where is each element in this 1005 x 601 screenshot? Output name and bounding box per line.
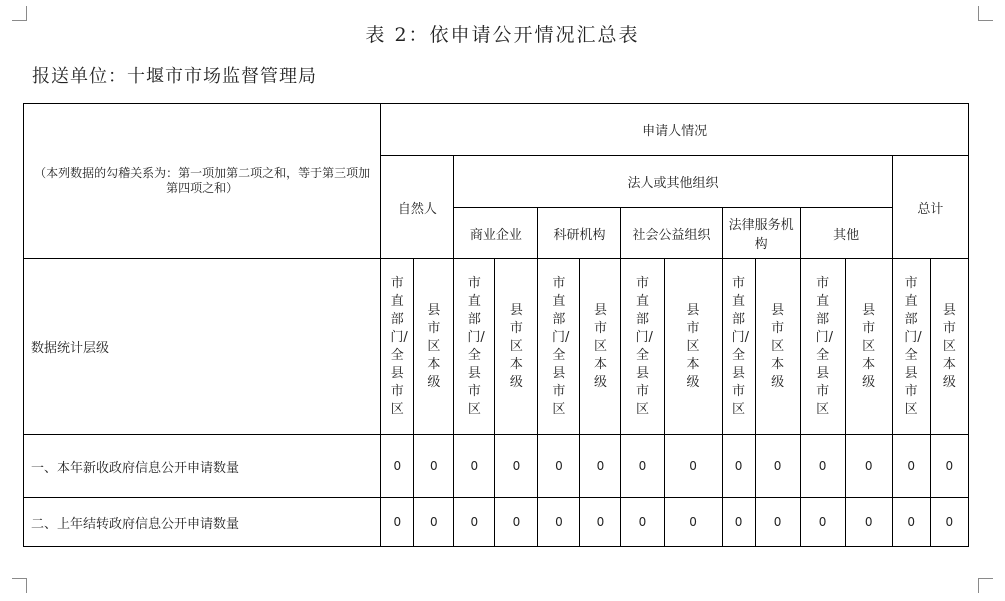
row-label: 二、上年结转政府信息公开申请数量 — [24, 498, 381, 547]
level-city-county-header: 市直部门/全县市区 — [454, 259, 495, 435]
count-cell: 0 — [621, 435, 664, 498]
level-county-own-header: 县市区本级 — [930, 259, 968, 435]
level-county-own-header: 县市区本级 — [495, 259, 538, 435]
level-county-own-header: 县市区本级 — [580, 259, 621, 435]
count-cell: 0 — [414, 435, 454, 498]
level-county-own-header: 县市区本级 — [755, 259, 800, 435]
count-cell: 0 — [454, 498, 495, 547]
document-title: 表 2：依申请公开情况汇总表 — [365, 24, 640, 46]
corner-mark-top-left — [12, 6, 27, 21]
count-cell: 0 — [381, 498, 414, 547]
level-city-county-header: 市直部门/全县市区 — [892, 259, 930, 435]
subgroup-legal-services: 法律服务机构 — [722, 208, 800, 259]
subgroup-commercial: 商业企业 — [454, 208, 538, 259]
count-cell: 0 — [414, 498, 454, 547]
count-cell: 0 — [930, 435, 968, 498]
applicant-header: 申请人情况 — [381, 104, 969, 156]
total-header: 总计 — [892, 156, 968, 259]
count-cell: 0 — [722, 435, 755, 498]
level-county-own-header: 县市区本级 — [845, 259, 892, 435]
count-cell: 0 — [538, 435, 580, 498]
subgroup-public-welfare: 社会公益组织 — [621, 208, 722, 259]
level-city-county-header: 市直部门/全县市区 — [621, 259, 664, 435]
count-cell: 0 — [621, 498, 664, 547]
count-cell: 0 — [664, 435, 722, 498]
count-cell: 0 — [495, 498, 538, 547]
count-cell: 0 — [580, 498, 621, 547]
corner-mark-bottom-left — [12, 578, 27, 593]
count-cell: 0 — [892, 498, 930, 547]
legal-entity-header: 法人或其他组织 — [454, 156, 892, 208]
subgroup-research: 科研机构 — [538, 208, 621, 259]
count-cell: 0 — [755, 435, 800, 498]
level-county-own-header: 县市区本级 — [664, 259, 722, 435]
table-row — [24, 435, 969, 498]
count-cell: 0 — [664, 498, 722, 547]
count-cell: 0 — [538, 498, 580, 547]
corner-mark-top-right — [978, 6, 993, 21]
count-cell: 0 — [755, 498, 800, 547]
count-cell: 0 — [722, 498, 755, 547]
count-cell: 0 — [845, 498, 892, 547]
count-cell: 0 — [580, 435, 621, 498]
level-city-county-header: 市直部门/全县市区 — [381, 259, 414, 435]
corner-mark-bottom-right — [978, 578, 993, 593]
count-cell: 0 — [930, 498, 968, 547]
count-cell: 0 — [892, 435, 930, 498]
natural-person-header: 自然人 — [381, 156, 454, 259]
count-cell: 0 — [381, 435, 414, 498]
column-relation-note: （本列数据的勾稽关系为：第一项加第二项之和，等于第三项加第四项之和） — [24, 104, 381, 259]
subgroup-other: 其他 — [800, 208, 892, 259]
level-city-county-header: 市直部门/全县市区 — [538, 259, 580, 435]
row-label: 一、本年新收政府信息公开申请数量 — [24, 435, 381, 498]
level-label: 数据统计层级 — [24, 259, 381, 435]
count-cell: 0 — [454, 435, 495, 498]
level-city-county-header: 市直部门/全县市区 — [800, 259, 845, 435]
reporting-unit: 报送单位：十堰市市场监督管理局 — [32, 66, 317, 87]
count-cell: 0 — [495, 435, 538, 498]
count-cell: 0 — [800, 498, 845, 547]
level-county-own-header: 县市区本级 — [414, 259, 454, 435]
table-row — [24, 498, 969, 547]
level-city-county-header: 市直部门/全县市区 — [722, 259, 755, 435]
application-summary-table — [23, 103, 969, 547]
count-cell: 0 — [800, 435, 845, 498]
count-cell: 0 — [845, 435, 892, 498]
